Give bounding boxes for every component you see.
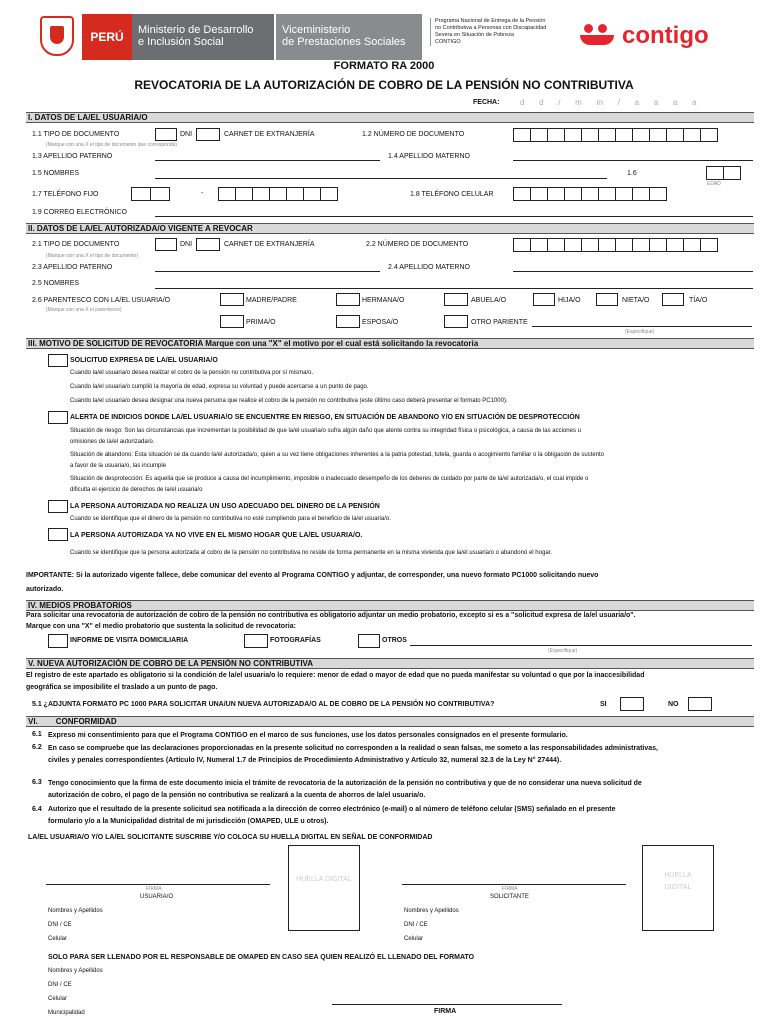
medios-line-1: Para solicitar una revocatoria de autorización de cobro de la pensión no contributiva es obligatorio adjuntar un medio probatorio, excepto si es a "solicitud expresa de la/el usuaria/o". <box>26 612 636 619</box>
motivo-2-line-4: a favor de la usuaria/o, las incumple <box>70 463 167 469</box>
firma-solicitante-line[interactable] <box>402 884 626 885</box>
hija-label: HIJA/O <box>558 297 581 304</box>
otros-hint: (Especifique) <box>548 648 578 654</box>
medios-line-2: Marque con una "X" el medio probatorio que sustenta la solicitud de revocatoria: <box>26 623 296 630</box>
si-checkbox[interactable] <box>620 697 644 711</box>
usuaria-nombres-label: Nombres y Apellidos <box>48 908 103 914</box>
section-6-heading: VI. CONFORMIDAD <box>26 716 754 727</box>
ministerio-label: Ministerio de Desarrollo e Inclusión Social <box>132 14 274 60</box>
dni-checkbox[interactable] <box>155 128 177 141</box>
fecha-field[interactable]: d d / m m / a a a a <box>520 98 699 107</box>
telefono-fijo-prefix[interactable] <box>131 187 169 201</box>
peru-shield-logo <box>40 16 74 56</box>
autorizado-apellido-paterno-label: 2.3 APELLIDO PATERNO <box>32 264 113 271</box>
section-1-heading: I. DATOS DE LA/EL USUARIA/O <box>26 112 754 123</box>
abuela-checkbox[interactable] <box>444 293 468 306</box>
section-2-heading: II. DATOS DE LA/EL AUTORIZADA/O VIGENTE A REVOCAR <box>26 223 754 234</box>
hija-checkbox[interactable] <box>533 293 555 306</box>
conformidad-6-2-number: 6.2 <box>32 744 42 751</box>
conformidad-6-3-b: autorización de cobro, el pago de la pensión no contributiva se realizará a la cuenta de ahorros de la/el usuaria/o. <box>48 792 426 799</box>
conformidad-6-4-a: Autorizo que el resultado de la presente solicitud sea notificada a la dirección de correo electrónico (e-mail) o al número de teléfono celular (SMS) señalado en el presente <box>48 806 616 813</box>
hermana-checkbox[interactable] <box>336 293 360 306</box>
no-label: NO <box>668 701 679 708</box>
otro-pariente-input[interactable] <box>532 326 752 327</box>
conformidad-6-2-b: civiles y penales correspondientes (Artículo IV, Numeral 1.7 de Principios de Procedimiento Administrativo y Artículo 32, numeral 32.3 de la Ley N° 27444). <box>48 757 562 764</box>
edad-cells[interactable] <box>706 166 740 180</box>
telefono-fijo-cells[interactable] <box>218 187 337 201</box>
fecha-label: FECHA: <box>473 99 500 106</box>
abuela-label: ABUELA/O <box>471 297 507 304</box>
huella-solicitante-box[interactable]: HUELLA DIGITAL <box>642 845 714 931</box>
parentesco-hint: (Marque con una X el parentesco) <box>46 307 122 313</box>
firma-solicitante-label: FIRMA <box>502 886 518 892</box>
autorizado-apellido-materno-input[interactable] <box>513 271 753 272</box>
suscribe-label: LA/EL USUARIA/O Y/O LA/EL SOLICITANTE SUSCRIBE Y/O COLOCA SU HUELLA DIGITAL EN SEÑAL DE CONFORMIDAD <box>28 834 433 841</box>
motivo-2-line-5: Situación de desprotección: Es aquella que se produce a causa del incumplimiento, imposible o inadecuado desempeño de los deberes de cuidado por parte de la/el autorizada/o, el cual impide o <box>70 476 589 482</box>
apellido-materno-input[interactable] <box>513 160 753 161</box>
carnet-checkbox[interactable] <box>196 128 220 141</box>
tia-checkbox[interactable] <box>662 293 684 306</box>
telefono-fijo-label: 1.7 TELÉFONO FIJO <box>32 191 99 198</box>
section-5-heading: V. NUEVA AUTORIZACIÓN DE COBRO DE LA PENSIÓN NO CONTRIBUTIVA <box>26 658 754 669</box>
omaped-nombres-label: Nombres y Apellidos <box>48 968 103 974</box>
firma-omaped-line[interactable] <box>332 1004 562 1005</box>
firma-usuaria-label: FIRMA <box>146 886 162 892</box>
formato-code: FORMATO RA 2000 <box>333 60 435 72</box>
fotografias-checkbox[interactable] <box>244 634 268 648</box>
autorizado-apellido-materno-label: 2.4 APELLIDO MATERNO <box>388 264 470 271</box>
importante-line-2: autorizado. <box>26 586 64 593</box>
otro-pariente-checkbox[interactable] <box>444 315 468 328</box>
numero-documento-cells[interactable] <box>513 128 717 142</box>
autorizado-nombres-label: 2.5 NOMBRES <box>32 280 80 287</box>
motivo-2-line-2: omisiones de la/el autorizada/o. <box>70 439 155 445</box>
apellido-materno-label: 1.4 APELLIDO MATERNO <box>388 153 470 160</box>
conformidad-6-4-number: 6.4 <box>32 806 42 813</box>
omaped-celular-label: Celular <box>48 996 68 1002</box>
madre-label: MADRE/PADRE <box>246 297 297 304</box>
usuaria-dni-label: DNI / CE <box>48 922 72 928</box>
autorizado-tipo-hint: (Marque con una X el tipo de documento) <box>46 253 138 259</box>
autorizado-carnet-checkbox[interactable] <box>196 238 220 251</box>
peru-label: PERÚ <box>82 14 132 60</box>
fotografias-label: FOTOGRAFÍAS <box>270 637 321 644</box>
parentesco-label: 2.6 PARENTESCO CON LA/EL USUARIA/O <box>32 297 171 304</box>
edad-label: EDAD <box>707 181 721 187</box>
motivo-1-line-2: Cuando la/el usuaria/o cumplió la mayoría de edad, expresa su voluntad y puede acercarse a un punto de pago. <box>70 384 369 390</box>
conformidad-6-3-a: Tengo conocimiento que la firma de este documento inicia el trámite de revocatoria de la autorización de la pensión no contributiva y que de no considerar una nueva solicitud de <box>48 780 642 787</box>
motivo-3-line-1: Cuando se identifique que el dinero de la pensión no contributiva no esté cumpliendo para el beneficio de la/el usuaria/o. <box>70 516 391 522</box>
nieta-checkbox[interactable] <box>596 293 618 306</box>
autorizado-dni-label: DNI <box>180 241 193 248</box>
motivo-2-checkbox[interactable] <box>48 411 68 424</box>
solicitante-dni-label: DNI / CE <box>404 922 428 928</box>
motivo-1-line-1: Cuando la/el usuaria/o desea realizar el cobro de la pensión no contributiva por sí misma/o. <box>70 370 314 376</box>
contigo-brand: contigo <box>622 22 709 49</box>
section-3-heading: III. MOTIVO DE SOLICITUD DE REVOCATORIA Marque con una "X" el motivo por el cual está solicitando la revocatoria <box>26 338 754 349</box>
motivo-2-title: ALERTA DE INDICIOS DONDE LA/EL USUARIA/O SE ENCUENTRE EN RIESGO, EN SITUACIÓN DE ABANDONO Y/O EN SITUACIÓN DE DESPROTECCIÓN <box>70 414 580 421</box>
otro-pariente-hint: (Especifique) <box>625 329 655 335</box>
nieta-label: NIETA/O <box>622 297 650 304</box>
prima-label: PRIMA/O <box>246 319 276 326</box>
conformidad-6-1-number: 6.1 <box>32 731 42 738</box>
firma-usuaria-line[interactable] <box>46 884 270 885</box>
informe-checkbox[interactable] <box>48 634 68 648</box>
contigo-logo-icon <box>580 24 618 46</box>
nombres-label: 1.5 NOMBRES <box>32 170 80 177</box>
telefono-dash: - <box>201 190 204 197</box>
pc1000-question: 5.1 ¿ADJUNTA FORMATO PC 1000 PARA SOLICITAR UNA/UN NUEVA AUTORIZADA/O AL DE COBRO DE LA PENSIÓN NO CONTRIBUTIVA? <box>32 701 495 708</box>
prima-checkbox[interactable] <box>220 315 244 328</box>
madre-checkbox[interactable] <box>220 293 244 306</box>
correo-label: 1.9 CORREO ELECTRÓNICO <box>32 209 127 216</box>
otro-pariente-label: OTRO PARIENTE <box>471 319 528 326</box>
programa-note: Programa Nacional de Entrega de la Pensión no Contributiva a Personas con Discapacidad Severa en Situación de Pobreza CONTIGO <box>430 18 578 46</box>
correo-input[interactable] <box>155 216 753 217</box>
autorizado-tipo-documento-label: 2.1 TIPO DE DOCUMENTO <box>32 241 120 248</box>
motivo-2-line-1: Situación de riesgo: Son las circunstancias que incrementan la posibilidad de que la/el usuaria/o sufra algún daño que atente contra su integridad física o psicológica, a causa de las acciones u <box>70 428 581 434</box>
edad-number: 1.6 <box>627 170 637 177</box>
importante-line-1: IMPORTANTE: Si la autorizado vigente fallece, debe comunicar del evento al Programa CONTIGO y adjuntar, de corresponder, una nuevo formato PC1000 solicitando nuevo <box>26 572 599 579</box>
conformidad-6-4-b: formulario y/o a la Municipalidad distrital de mi jurisdicción (OMAPED, ULE u otros). <box>48 818 329 825</box>
conformidad-6-3-number: 6.3 <box>32 779 42 786</box>
omaped-label: SOLO PARA SER LLENADO POR EL RESPONSABLE DE OMAPED EN CASO SEA QUIEN REALIZÓ EL LLENADO DEL FORMATO <box>48 954 475 961</box>
motivo-1-line-3: Cuando la/el usuaria/o desea designar una nueva persona que realice el cobro de la pensión no contributiva (este último caso deberá presentar el formato PC1000). <box>70 398 508 404</box>
telefono-celular-label: 1.8 TELÉFONO CELULAR <box>410 191 494 198</box>
motivo-1-checkbox[interactable] <box>48 354 68 367</box>
solicitante-celular-label: Celular <box>404 936 424 942</box>
motivo-1-title: SOLICITUD EXPRESA DE LA/EL USUARIA/O <box>70 357 218 364</box>
motivo-3-title: LA PERSONA AUTORIZADA NO REALIZA UN USO ADECUADO DEL DINERO DE LA PENSIÓN <box>70 503 380 510</box>
esposa-label: ESPOSA/O <box>362 319 399 326</box>
omaped-dni-label: DNI / CE <box>48 982 72 988</box>
motivo-2-line-3: Situación de abandono: Esta situación se da cuando la/el autorizada/o, quien a su vez tiene obligaciones inherentes a la patria potestad, tutela, guarda o acogimiento familiar o la obligación de sustento <box>70 452 605 458</box>
motivo-2-line-6: dificulta el ejercicio de derechos de la/el usuaria/o <box>70 487 203 493</box>
firma-omaped-label: FIRMA <box>434 1008 457 1015</box>
autorizado-dni-checkbox[interactable] <box>155 238 177 251</box>
autorizado-numero-cells[interactable] <box>513 238 717 252</box>
solicitante-label: SOLICITANTE <box>490 894 529 900</box>
huella-usuaria-box[interactable]: HUELLA DIGITAL <box>288 845 360 931</box>
tipo-documento-label: 1.1 TIPO DE DOCUMENTO <box>32 131 120 138</box>
no-checkbox[interactable] <box>688 697 712 711</box>
nueva-autorizacion-line-1: El registro de este apartado es obligatorio si la condición de la/el usuaria/o lo requiere: menor de edad o mayor de edad que no pueda manifestar su voluntad o que por la inaccesibilidad <box>26 672 645 679</box>
otros-checkbox[interactable] <box>358 634 380 648</box>
section-4-heading: IV. MEDIOS PROBATORIOS <box>26 600 754 611</box>
motivo-4-title: LA PERSONA AUTORIZADA YA NO VIVE EN EL MISMO HOGAR QUE LA/EL USUARIA/O. <box>70 532 363 539</box>
viceministerio-label: Viceministerio de Prestaciones Sociales <box>276 14 422 60</box>
solicitante-nombres-label: Nombres y Apellidos <box>404 908 459 914</box>
motivo-4-checkbox[interactable] <box>48 528 68 541</box>
tipo-documento-hint: (Marque con una X el tipo de documento que corresponda) <box>46 142 177 148</box>
esposa-checkbox[interactable] <box>336 315 360 328</box>
dni-label: DNI <box>180 131 193 138</box>
numero-documento-label: 1.2 NÚMERO DE DOCUMENTO <box>362 131 465 138</box>
telefono-celular-cells[interactable] <box>513 187 666 201</box>
nueva-autorizacion-line-2: geográfica se imposibilite el traslado a un punto de pago. <box>26 684 218 691</box>
otros-label: OTROS <box>382 637 407 644</box>
tia-label: TÍA/O <box>689 297 708 304</box>
hermana-label: HERMANA/O <box>362 297 405 304</box>
otros-input[interactable] <box>410 645 752 646</box>
apellido-paterno-label: 1.3 APELLIDO PATERNO <box>32 153 113 160</box>
informe-label: INFORME DE VISITA DOMICILIARIA <box>70 637 189 644</box>
motivo-3-checkbox[interactable] <box>48 500 68 513</box>
usuaria-label: USUARIA/O <box>140 894 174 900</box>
autorizado-apellido-paterno-input[interactable] <box>155 271 380 272</box>
autorizado-numero-label: 2.2 NÚMERO DE DOCUMENTO <box>366 241 469 248</box>
usuaria-celular-label: Celular <box>48 936 68 942</box>
autorizado-nombres-input[interactable] <box>155 288 753 289</box>
nombres-input[interactable] <box>155 178 607 179</box>
conformidad-6-2-a: En caso se compruebe que las declaraciones proporcionadas en la presente solicitud no corresponden a la realidad o sean falsas, me someto a las responsabilidades administrativas, <box>48 745 658 752</box>
omaped-municipalidad-label: Municipalidad <box>48 1010 85 1016</box>
autorizado-carnet-label: CARNET DE EXTRANJERÍA <box>224 241 315 248</box>
conformidad-6-1: Expreso mi consentimiento para que el Programa CONTIGO en el marco de sus funciones, use los datos personales consignados en el presente formulario. <box>48 732 568 739</box>
si-label: SI <box>600 701 607 708</box>
motivo-4-line-1: Cuando se identifique que la persona autorizada al cobro de la pensión no contributiva no reside de forma permanente en la misma vivienda que la/el usuaria/o o abandonó el hogar. <box>70 550 552 556</box>
apellido-paterno-input[interactable] <box>155 160 380 161</box>
page-title: REVOCATORIA DE LA AUTORIZACIÓN DE COBRO DE LA PENSIÓN NO CONTRIBUTIVA <box>134 78 634 92</box>
carnet-label: CARNET DE EXTRANJERÍA <box>224 131 315 138</box>
